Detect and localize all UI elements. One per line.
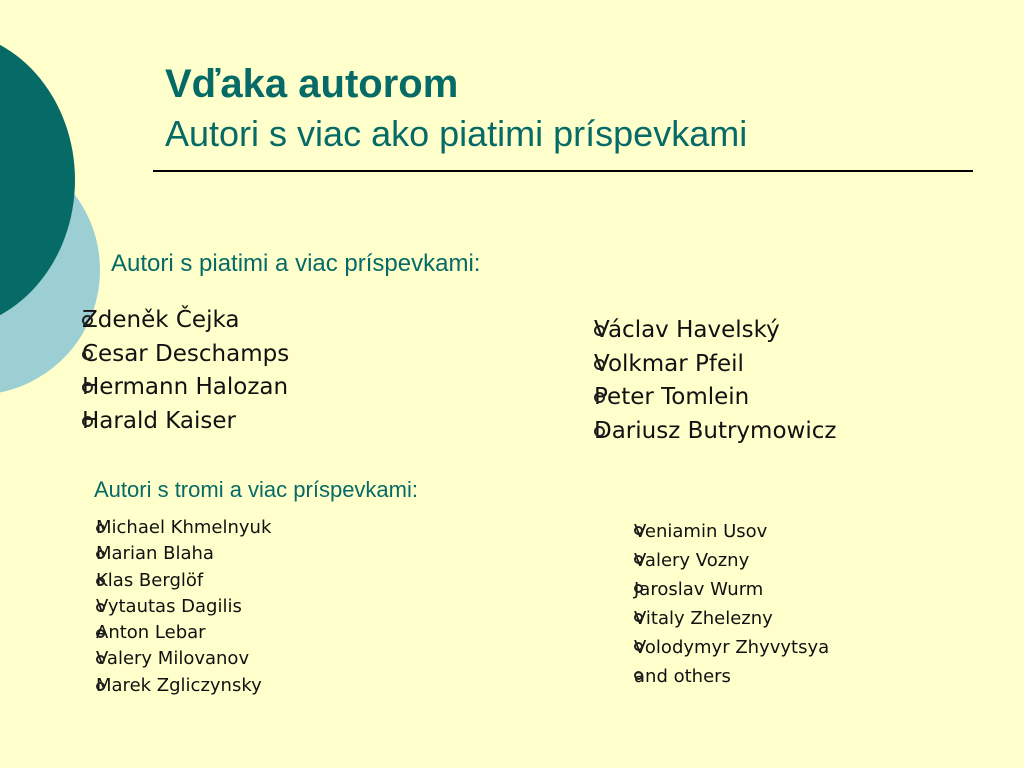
list-item: Dariusz Butrymowicz [594,417,837,444]
list-item: Cesar Deschamps [82,340,290,367]
list-item: Marek Zgliczynsky [96,674,262,696]
slide-subtitle: Autori s viac ako piatimi príspevkami [165,113,748,154]
list-item: Václav Havelský [594,317,780,343]
list-item: Marian Blaha [96,543,214,565]
circle-bullet-icon [634,526,643,535]
circle-bullet-icon [634,671,643,680]
authors-five-right-list [594,314,836,448]
slide-title: Vďaka autorom [165,62,459,106]
list-item: Vitaly Zhelezny [634,608,773,629]
list-item: Anton Lebar [96,622,206,644]
circle-bullet-icon [96,603,105,612]
circle-bullet-icon [96,682,105,691]
circle-bullet-icon [82,382,93,393]
authors-three-left-list [96,515,271,699]
list-item: Hermann Halozan [82,374,289,400]
circle-bullet-icon [594,392,605,403]
circle-bullet-icon [634,584,643,593]
list-item: Valery Vozny [634,550,750,571]
authors-three-right-list [634,517,829,691]
circle-bullet-icon [82,349,93,360]
list-item: Klas Berglöf [96,569,204,591]
list-item: Vytautas Dagilis [96,595,242,617]
circle-bullet-icon [594,325,605,336]
circle-bullet-icon [82,315,93,326]
title-divider [153,170,973,172]
list-item: Valery Milovanov [96,648,250,670]
list-item: Peter Tomlein [594,384,750,410]
list-item: Jaroslav Wurm [634,579,764,600]
circle-bullet-icon [634,642,643,651]
circle-bullet-icon [594,426,605,437]
circle-bullet-icon [634,613,643,622]
list-item: Zdeněk Čejka [82,307,240,333]
list-item: Michael Khmelnyuk [96,517,272,538]
authors-five-left-list [82,304,289,438]
circle-bullet-icon [594,359,605,370]
list-item: Veniamin Usov [634,521,768,542]
section-heading-three: Autori s tromi a viac príspevkami: [94,477,418,502]
circle-bullet-icon [96,524,105,533]
list-item: Volkmar Pfeil [594,350,744,377]
list-item: Volodymyr Zhyvytsya [634,637,830,658]
circle-bullet-icon [82,416,93,427]
list-item: and others [634,666,731,687]
list-item: Harald Kaiser [82,407,236,434]
section-heading-five: Autori s piatimi a viac príspevkami: [111,250,481,277]
circle-bullet-icon [96,577,105,586]
circle-bullet-icon [634,555,643,564]
